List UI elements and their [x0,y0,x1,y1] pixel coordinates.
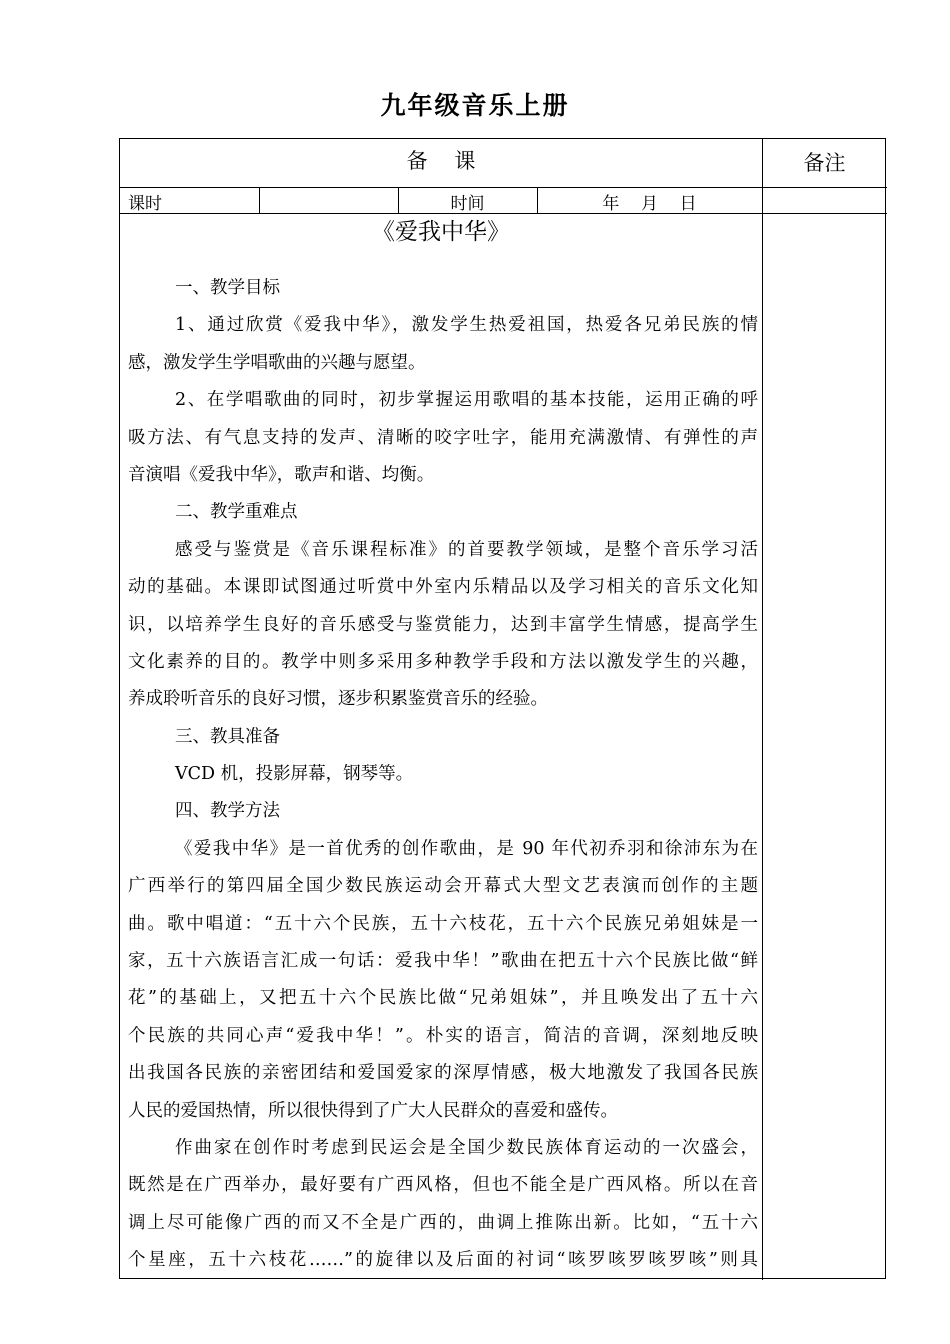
period-label: 课时 [128,194,162,214]
body-line: VCD 机，投影屏幕，钢琴等。 [175,764,414,785]
body-line: 感受与鉴赏是《音乐课程标准》的首要教学领域，是整个音乐学习活 [175,539,758,560]
body-line: 家，五十六族语言汇成一句话：爱我中华！”歌曲在把五十六个民族比做“鲜 [128,951,759,972]
page-title: 九年级音乐上册 [380,91,570,120]
body-line: 既然是在广西举办，最好要有广西风格，但也不能全是广西风格。所以在音 [128,1175,758,1196]
body-line: 人民的爱国热情，所以很快得到了广大人民群众的喜爱和盛传。 [128,1100,618,1121]
prep-header: 备 课 [406,149,476,173]
time-label: 时间 [450,194,485,214]
body-line: 调上尽可能像广西的而又不全是广西的，曲调上推陈出新。比如，“五十六 [128,1212,758,1233]
body-line: 1、通过欣赏《爱我中华》，激发学生热爱祖国，热爱各兄弟民族的情 [175,315,758,336]
body-line: 花”的基础上，又把五十六个民族比做“兄弟姐妹”，并且唤发出了五十六 [128,988,758,1009]
body-line: 文化素养的目的。教学中则多采用多种教学手段和方法以激发学生的兴趣， [128,651,758,672]
lesson-title: 《爱我中华》 [372,219,510,245]
body-line: 出我国各民族的亲密团结和爱国爱家的深厚情感，极大地激发了我国各民族 [128,1063,758,1084]
body-line: 一、教学目标 [175,278,280,298]
body-line: 二、教学重难点 [175,502,298,523]
body-line: 音演唱《爱我中华》，歌声和谐、均衡。 [128,464,435,485]
body-line: 吸方法、有气息支持的发声、清晰的咬字吐字，能用充满激情、有弹性的声 [128,427,758,448]
date-value: 年 月 日 [602,194,697,214]
lesson-body [128,270,758,1280]
table-divider [259,187,260,214]
table-divider [762,139,763,1280]
body-line: 四、教学方法 [175,801,280,822]
body-line: 识，以培养学生良好的音乐感受与鉴赏能力，达到丰富学生情感，提高学生 [128,614,758,635]
body-line: 个民族的共同心声“爱我中华！”。朴实的语言，简洁的音调，深刻地反映 [128,1025,758,1046]
body-line: 个星座，五十六枝花……”的旋律以及后面的衬词“咳罗咳罗咳罗咳”则具 [128,1250,758,1271]
body-line: 作曲家在创作时考虑到民运会是全国少数民族体育运动的一次盛会， [175,1137,758,1158]
body-line: 养成聆听音乐的良好习惯，逐步积累鉴赏音乐的经验。 [128,689,548,710]
table-divider [120,187,887,188]
body-line: 《爱我中华》是一首优秀的创作歌曲，是 90 年代初乔羽和徐沛东为在 [175,838,758,859]
body-line: 2、在学唱歌曲的同时，初步掌握运用歌唱的基本技能，运用正确的呼 [175,390,758,411]
body-line: 动的基础。本课即试图通过听赏中外室内乐精品以及学习相关的音乐文化知 [128,577,758,598]
body-line: 曲。歌中唱道：“五十六个民族，五十六枝花，五十六个民族兄弟姐妹是一 [128,913,758,934]
lesson-plan-table [119,138,886,1279]
remark-header: 备注 [803,151,846,175]
body-line: 广西举行的第四届全国少数民族运动会开幕式大型文艺表演而创作的主题 [128,876,758,897]
body-line: 三、教具准备 [175,726,280,747]
body-line: 感，激发学生学唱歌曲的兴趣与愿望。 [128,352,426,373]
